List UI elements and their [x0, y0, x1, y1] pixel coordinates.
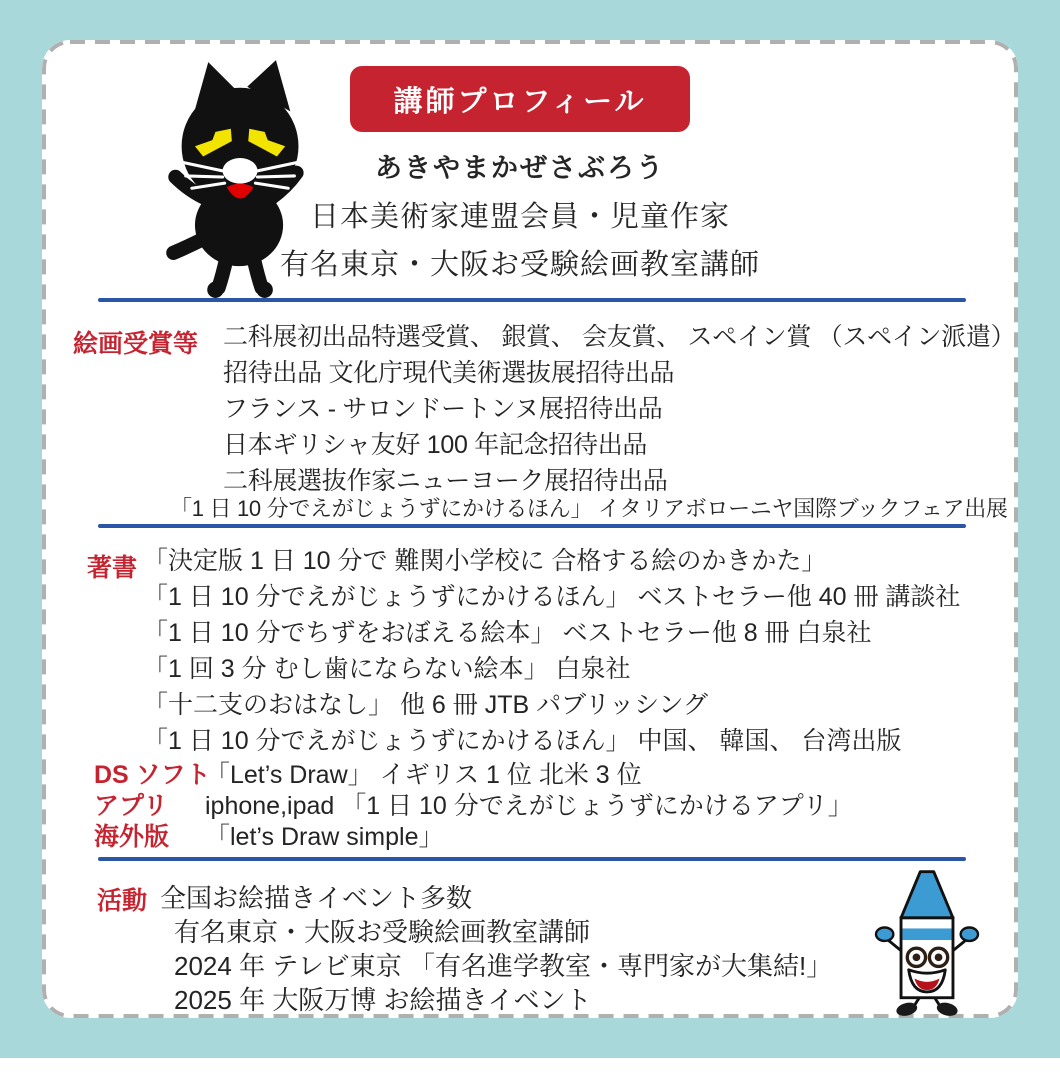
book-line: 「1 日 10 分でえがじょうずにかけるほん」 中国、 韓国、 台湾出版 — [143, 727, 902, 755]
award-line: 二科展選抜作家ニューヨーク展招待出品 — [223, 467, 668, 495]
activity-line: 全国お絵描きイベント多数 — [160, 883, 473, 913]
books-list — [143, 543, 960, 759]
software-row-label: 海外版 — [94, 823, 170, 851]
profile-badge — [350, 66, 690, 132]
software-row-label: DS ソフト — [94, 761, 211, 789]
instructor-name: あきやまかぜさぶろう — [375, 153, 665, 183]
awards-list — [223, 319, 1015, 499]
section-divider — [98, 857, 966, 861]
activities-list — [160, 881, 832, 1017]
activity-line: 2024 年 テレビ東京 「有名進学教室・専門家が大集結!」 — [174, 951, 833, 981]
software-row-text: iphone,ipad 「1 日 10 分でえがじょうずにかけるアプリ」 — [205, 792, 853, 820]
section-label-activities: 活動 — [97, 887, 148, 915]
software-row — [94, 760, 853, 791]
software-list — [94, 760, 853, 853]
software-row-text: 「let’s Draw simple」 — [205, 823, 444, 851]
software-row — [94, 791, 853, 822]
book-line: 「1 日 10 分でちずをおぼえる絵本」 ベストセラー他 8 冊 白泉社 — [143, 619, 872, 647]
profile-card — [42, 40, 1018, 1018]
software-row-label: アプリ — [94, 792, 169, 820]
book-line: 「1 日 10 分でえがじょうずにかけるほん」 ベストセラー他 40 冊 講談社 — [143, 583, 961, 611]
book-line: 「決定版 1 日 10 分で 難関小学校に 合格する絵のかきかた」 — [143, 547, 827, 575]
activity-line: 2025 年 大阪万博 お絵描きイベント — [174, 985, 592, 1015]
award-line: フランス - サロンドートンヌ展招待出品 — [223, 395, 663, 423]
section-divider — [98, 524, 966, 528]
software-row — [94, 822, 853, 853]
crayon-mascot-illustration — [872, 864, 982, 1016]
software-row-text: 「Let’s Draw」 イギリス 1 位 北米 3 位 — [205, 761, 642, 789]
award-line: 日本ギリシャ友好 100 年記念招待出品 — [223, 431, 648, 459]
section-label-awards: 絵画受賞等 — [73, 330, 199, 358]
award-line: 招待出品 文化庁現代美術選抜展招待出品 — [223, 359, 675, 387]
activity-line: 有名東京・大阪お受験絵画教室講師 — [174, 917, 591, 947]
section-divider — [98, 298, 966, 302]
instructor-title-2: 有名東京・大阪お受験絵画教室講師 — [279, 249, 760, 281]
book-line: 「十二支のおはなし」 他 6 冊 JTB パブリッシング — [143, 691, 708, 719]
award-line: 二科展初出品特選受賞、 銀賞、 会友賞、 スペイン賞 （スペイン派遣） — [223, 323, 1016, 351]
section-label-books: 著書 — [87, 554, 138, 582]
instructor-title-1: 日本美術家連盟会員・児童作家 — [309, 201, 730, 233]
book-line: 「1 回 3 分 むし歯にならない絵本」 白泉社 — [143, 655, 631, 683]
awards-footnote: 「1 日 10 分でえがじょうずにかけるほん」 イタリアボローニヤ国際ブックフェア出展 — [170, 496, 1008, 521]
profile-badge-label: 講師プロフィール — [393, 85, 647, 118]
